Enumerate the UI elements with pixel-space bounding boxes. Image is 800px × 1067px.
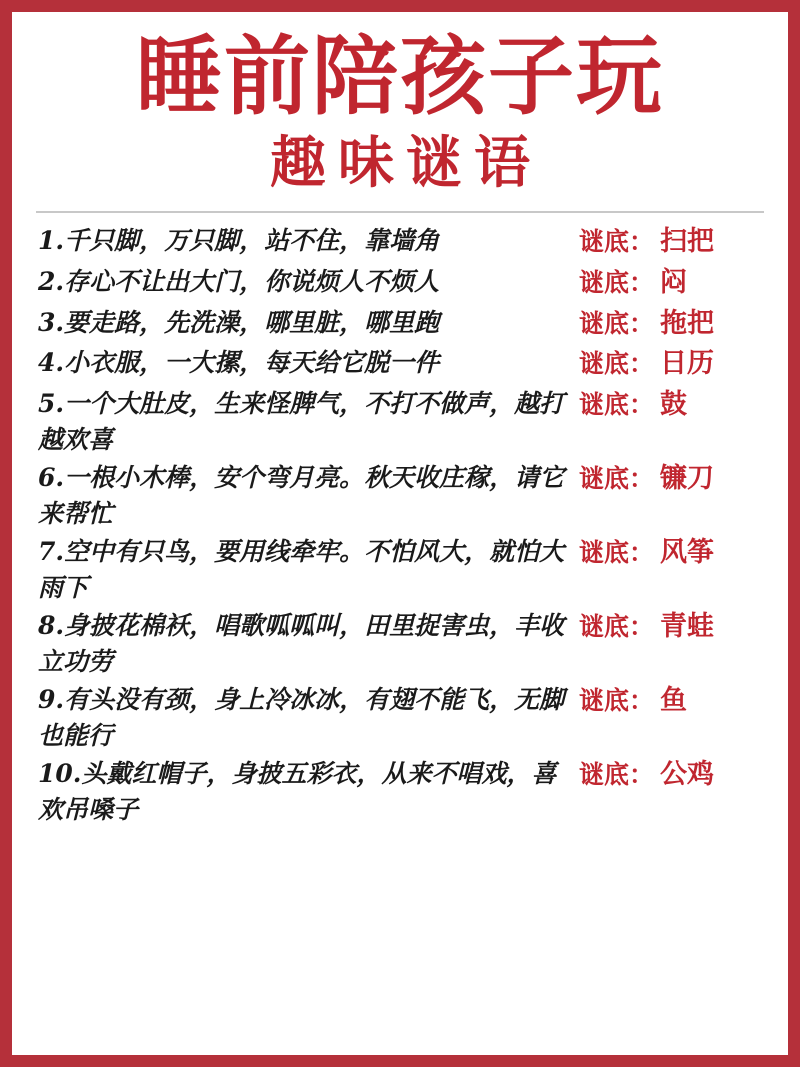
riddle-answer [579,682,764,721]
answer-label: 谜底： [579,760,655,790]
answer-value: 扫把 [660,225,715,257]
answer-value: 镰刀 [660,463,715,495]
riddle-number: 8. [38,611,65,641]
page-title: 睡前陪孩子玩 [136,27,664,127]
list-item [38,756,764,828]
riddle-text: 头戴红帽子，身披五彩衣，从来不唱戏，喜欢吊嗓子 [38,759,557,825]
riddle-answer [579,386,764,425]
title-block [32,26,768,195]
riddle-question [38,305,579,341]
answer-label: 谜底： [579,267,655,297]
riddle-text: 身披花棉袄，唱歌呱呱叫，田里捉害虫，丰收立功劳 [38,611,565,677]
answer-value: 日历 [660,348,715,380]
riddle-number: 10. [38,759,82,789]
answer-value: 闷 [660,266,688,298]
list-item [38,264,764,303]
list-item [38,460,764,532]
riddle-answer [579,534,764,573]
riddle-question [38,608,579,680]
list-item [38,534,764,606]
riddle-text: 有头没有颈，身上冷冰冰，有翅不能飞，无脚也能行 [38,685,565,751]
riddle-number: 7. [38,537,65,567]
list-item [38,682,764,754]
poster-inner-frame [9,9,791,1058]
list-item [38,345,764,384]
riddle-question [38,223,579,259]
riddle-number: 5. [38,389,65,419]
riddle-answer [579,345,764,384]
list-item [38,305,764,344]
answer-label: 谜底： [579,308,655,338]
answer-label: 谜底： [579,464,655,494]
riddle-answer [579,460,764,499]
answer-value: 公鸡 [660,759,715,791]
riddle-list [32,219,768,1045]
list-item [38,386,764,458]
riddle-question [38,264,579,300]
riddle-text: 一个大肚皮，生来怪脾气，不打不做声，越打越欢喜 [38,389,565,455]
answer-label: 谜底： [579,226,655,256]
riddle-answer [579,223,764,262]
riddle-number: 9. [38,685,65,715]
answer-label: 谜底： [579,686,655,716]
list-item [38,608,764,680]
riddle-text: 空中有只鸟，要用线牵牢。不怕风大，就怕大雨下 [38,537,565,603]
riddle-question [38,386,579,458]
riddle-question [38,345,579,381]
answer-value: 鱼 [660,685,688,717]
riddle-text: 存心不让出大门，你说烦人不烦人 [64,266,440,296]
answer-label: 谜底： [579,349,655,379]
riddle-text: 一根小木棒，安个弯月亮。秋天收庄稼，请它来帮忙 [38,463,565,529]
riddle-answer [579,608,764,647]
riddle-text: 小衣服，一大摞，每天给它脱一件 [64,348,440,378]
answer-value: 拖把 [660,307,715,339]
riddle-number: 3. [38,307,65,337]
riddle-number: 6. [38,463,65,493]
riddle-number: 4. [38,348,65,378]
riddle-text: 要走路，先洗澡，哪里脏，哪里跑 [64,307,440,337]
riddle-question [38,682,579,754]
title-divider [36,211,764,213]
riddle-answer [579,264,764,303]
riddle-answer [579,756,764,795]
riddle-question [38,534,579,606]
answer-value: 鼓 [660,389,688,421]
answer-value: 风筝 [660,537,715,569]
riddle-question [38,460,579,532]
page-subtitle: 趣味谜语 [270,131,542,197]
riddle-question [38,756,579,828]
answer-value: 青蛙 [660,611,715,643]
answer-label: 谜底： [579,538,655,568]
answer-label: 谜底： [579,390,655,420]
list-item [38,223,764,262]
riddle-answer [579,305,764,344]
riddle-number: 1. [38,225,65,255]
riddle-text: 千只脚，万只脚，站不住，靠墙角 [64,225,440,255]
answer-label: 谜底： [579,612,655,642]
riddle-number: 2. [38,266,65,296]
